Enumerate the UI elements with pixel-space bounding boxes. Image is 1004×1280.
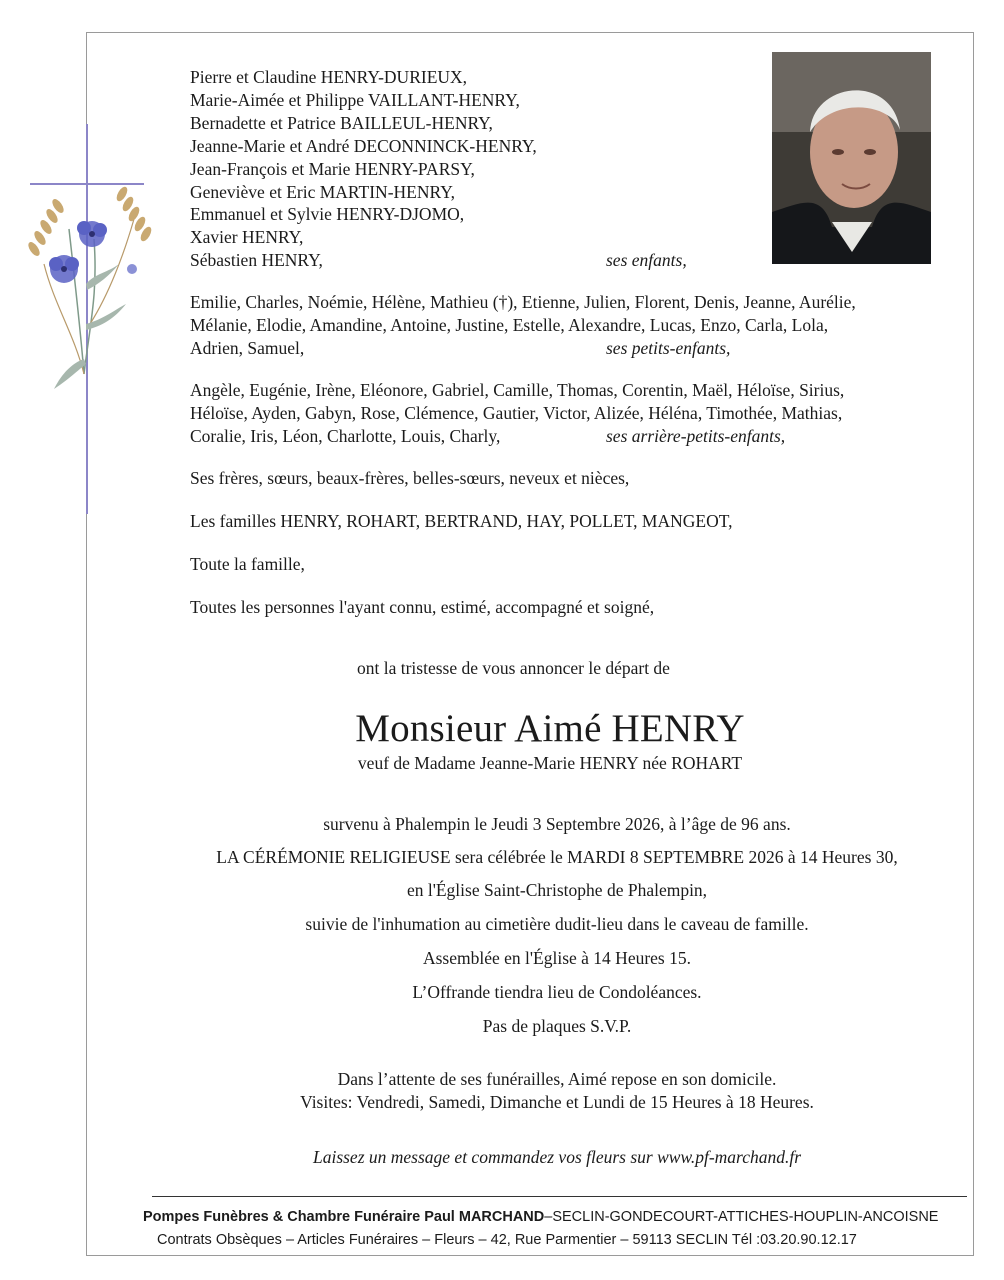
no-plaques-line: Pas de plaques S.V.P. [482,1016,632,1036]
children-label: ses enfants, [606,250,687,270]
great-grandchildren-label: ses arrière-petits-enfants, [606,426,786,446]
deceased-subtitle: veuf de Madame Jeanne-Marie HENRY née ROHART [357,753,743,773]
funeral-home-name: Pompes Funèbres & Chambre Funéraire Paul MARCHAND [143,1209,545,1225]
families-line: Les familles HENRY, ROHART, BERTRAND, HAY, POLLET, MANGEOT, [190,511,733,531]
great-grandchildren-line: Angèle, Eugénie, Irène, Eléonore, Gabriel, Camille, Thomas, Corentin, Maël, Héloïse, Sirius, [190,380,845,400]
deceased-name: Monsieur Aimé HENRY [355,707,745,750]
children-line: Pierre et Claudine HENRY-DURIEUX, [190,67,468,87]
great-grandchildren-line: Coralie, Iris, Léon, Charlotte, Louis, Charly, [190,426,501,446]
offering-line: L’Offrande tiendra lieu de Condoléances. [412,982,702,1002]
grandchildren-line: Adrien, Samuel, [190,338,305,358]
footer-divider [152,1196,967,1197]
visits-line: Visites: Vendredi, Samedi, Dimanche et Lundi de 15 Heures à 18 Heures. [300,1092,814,1112]
funeral-home-locations: –SECLIN-GONDECOURT-ATTICHES-HOUPLIN-ANCOISNE [544,1209,939,1225]
children-line: Marie-Aimée et Philippe VAILLANT-HENRY, [190,90,520,110]
website-message: Laissez un message et commandez vos fleurs sur www.pf-marchand.fr [312,1147,802,1167]
great-grandchildren-line: Héloïse, Ayden, Gabyn, Rose, Clémence, Gautier, Victor, Alizée, Héléna, Timothée, Mathias, [190,403,843,423]
grandchildren-line: Mélanie, Elodie, Amandine, Antoine, Justine, Estelle, Alexandre, Lucas, Enzo, Carla, Lola, [190,315,829,335]
whole-family-line: Toute la famille, [190,554,305,574]
ceremony-line: LA CÉRÉMONIE RELIGIEUSE sera célébrée le MARDI 8 SEPTEMBRE 2026 à 14 Heures 30, [216,847,898,867]
footer-line-1 [143,1206,938,1229]
announcement: ont la tristesse de vous annoncer le départ de [357,658,670,678]
children-line: Sébastien HENRY, [190,250,323,270]
children-line: Emmanuel et Sylvie HENRY-DJOMO, [190,204,465,224]
cross-flower-icon [14,124,164,514]
children-line: Jean-François et Marie HENRY-PARSY, [190,159,475,179]
church-line: en l'Église Saint-Christophe de Phalempin, [406,880,708,900]
grandchildren-line: Emilie, Charles, Noémie, Hélène, Mathieu (†), Etienne, Julien, Florent, Denis, Jeanne, Aurélie, [190,292,856,312]
footer-line-2: Contrats Obsèques – Articles Funéraires – Fleurs – 42, Rue Parmentier – 59113 SECLIN Tél :03.20.90.12.17 [157,1232,857,1248]
acquaintances-line: Toutes les personnes l'ayant connu, estimé, accompagné et soigné, [190,597,655,617]
children-line: Geneviève et Eric MARTIN-HENRY, [190,182,455,202]
portrait-photo [772,52,931,264]
assembly-line: Assemblée en l'Église à 14 Heures 15. [422,948,691,968]
siblings-line: Ses frères, sœurs, beaux-frères, belles-sœurs, neveux et nièces, [190,468,630,488]
children-line: Bernadette et Patrice BAILLEUL-HENRY, [190,113,493,133]
death-notice: survenu à Phalempin le Jeudi 3 Septembre 2026, à l’âge de 96 ans. [323,814,791,834]
burial-line: suivie de l'inhumation au cimetière dudit-lieu dans le caveau de famille. [305,914,809,934]
grandchildren-label: ses petits-enfants, [606,338,731,358]
children-line: Jeanne-Marie et André DECONNINCK-HENRY, [190,136,537,156]
rest-line: Dans l’attente de ses funérailles, Aimé repose en son domicile. [337,1069,777,1089]
children-line: Xavier HENRY, [190,227,304,247]
